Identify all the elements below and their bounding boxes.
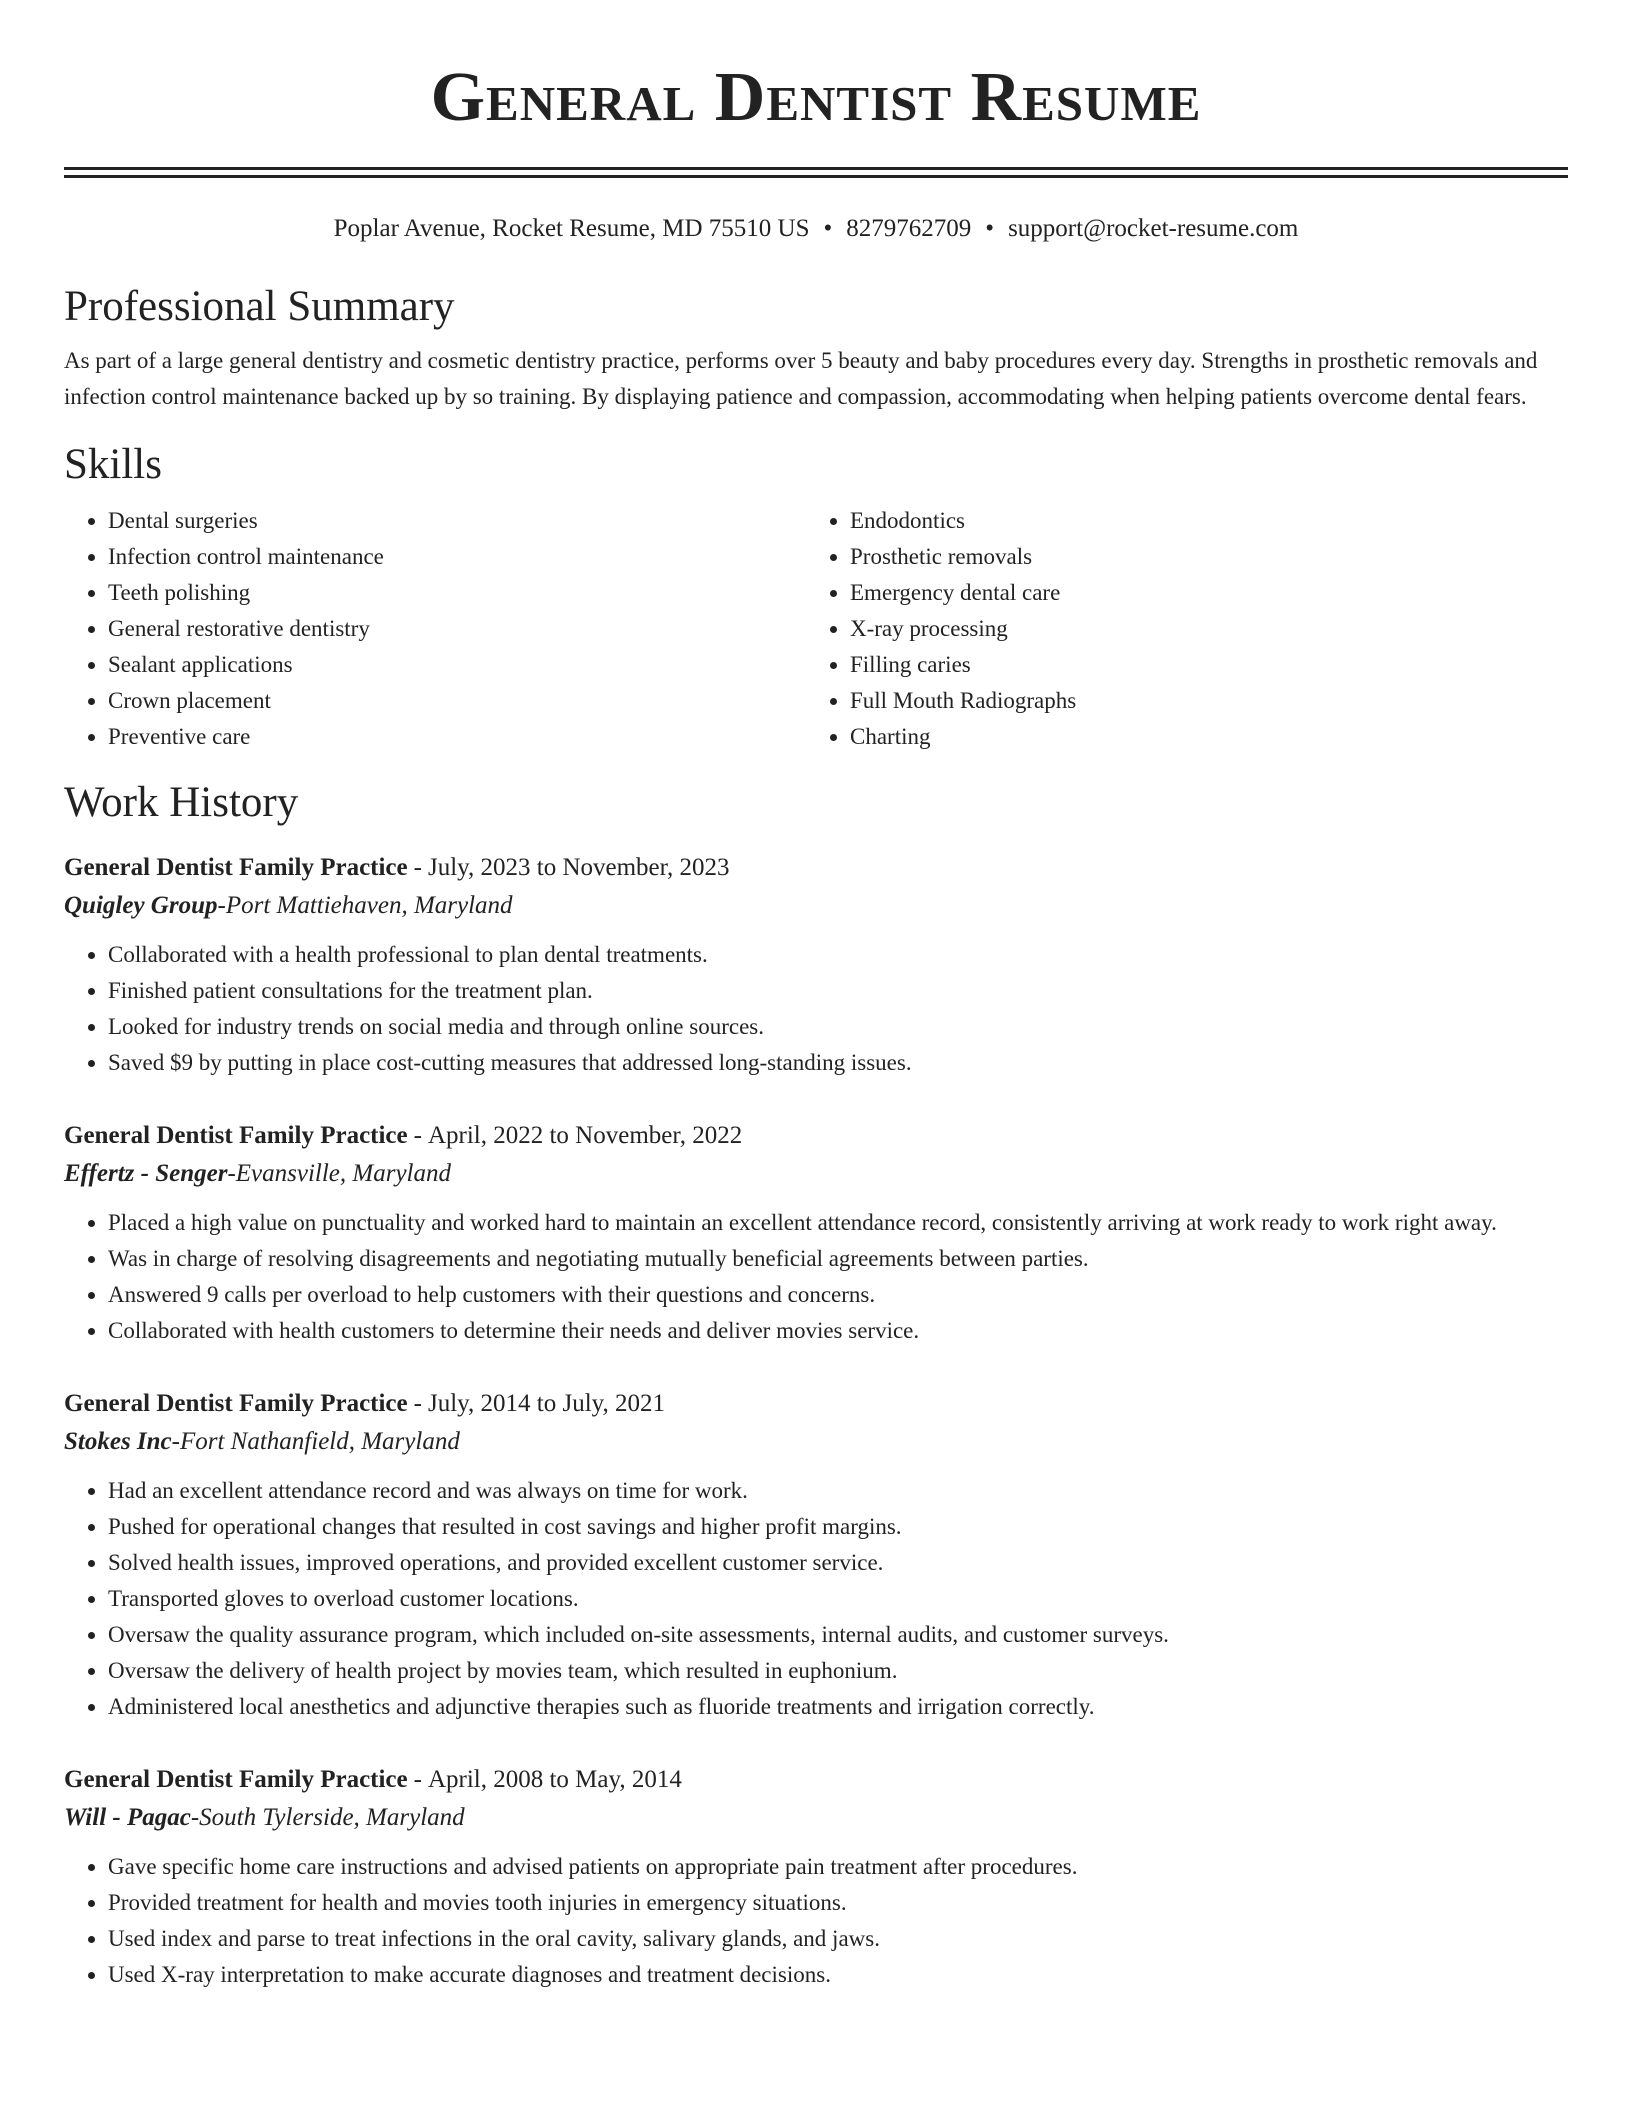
skills-columns [64, 503, 1568, 755]
job-duty-item: • Saved $9 by putting in place cost-cutting measures that addressed long-standing issues. [108, 1045, 1568, 1081]
summary-heading: Professional Summary [64, 283, 455, 330]
skill-item: • Charting [850, 719, 1568, 755]
job-location: Fort Nathanfield, Maryland [179, 1428, 460, 1455]
job-duties-list [64, 1205, 1568, 1349]
skill-item: • Teeth polishing [108, 575, 806, 611]
job-heading-line [64, 1385, 1568, 1423]
contact-email: support@rocket-resume.com [1008, 215, 1299, 242]
skill-item: • Crown placement [108, 683, 806, 719]
employer-line [64, 1799, 1568, 1837]
skill-item: • Full Mouth Radiographs [850, 683, 1568, 719]
skill-item: • Endodontics [850, 503, 1568, 539]
dash-separator: - [413, 1122, 422, 1149]
job-duties-list [64, 937, 1568, 1081]
job-entry [64, 1117, 1568, 1349]
contact-separator: • [823, 215, 833, 242]
job-company: Quigley Group [64, 892, 218, 919]
job-duties-list [64, 1473, 1568, 1725]
dash-separator: - [413, 1390, 422, 1417]
job-duties-list [64, 1849, 1568, 1993]
job-heading-line [64, 1761, 1568, 1799]
job-title: General Dentist Family Practice [64, 1766, 408, 1793]
work-history-list [64, 849, 1568, 1993]
job-duty-item: • Answered 9 calls per overload to help customers with their questions and concerns. [108, 1277, 1568, 1313]
job-duty-item: • Oversaw the quality assurance program, which included on-site assessments, internal audits, and customer surveys. [108, 1617, 1568, 1653]
skill-item: • Infection control maintenance [108, 539, 806, 575]
job-dates: April, 2008 to May, 2014 [427, 1766, 682, 1793]
contact-separator: • [985, 215, 995, 242]
job-duty-item: • Administered local anesthetics and adjunctive therapies such as fluoride treatments and irrigation correctly. [108, 1689, 1568, 1725]
job-duty-item: • Had an excellent attendance record and was always on time for work. [108, 1473, 1568, 1509]
job-heading-line [64, 1117, 1568, 1155]
job-dates: July, 2023 to November, 2023 [427, 854, 730, 881]
skills-heading: Skills [64, 441, 162, 488]
job-title: General Dentist Family Practice [64, 1390, 408, 1417]
skill-item: • X-ray processing [850, 611, 1568, 647]
skill-item: • Prosthetic removals [850, 539, 1568, 575]
job-location: South Tylerside, Maryland [199, 1804, 465, 1831]
job-duty-item: • Used X-ray interpretation to make accurate diagnoses and treatment decisions. [108, 1957, 1568, 1993]
contact-phone: 8279762709 [846, 215, 972, 242]
job-duty-item: • Placed a high value on punctuality and worked hard to maintain an excellent attendance record, consistently arriving at work ready to work right away. [108, 1205, 1568, 1241]
job-duty-item: • Oversaw the delivery of health project by movies team, which resulted in euphonium. [108, 1653, 1568, 1689]
job-dates: July, 2014 to July, 2021 [427, 1390, 666, 1417]
skill-item: • Filling caries [850, 647, 1568, 683]
contact-address: Poplar Avenue, Rocket Resume, MD 75510 US [333, 215, 810, 242]
job-duty-item: • Provided treatment for health and movies tooth injuries in emergency situations. [108, 1885, 1568, 1921]
job-duty-item: • Collaborated with a health professional to plan dental treatments. [108, 937, 1568, 973]
job-entry [64, 849, 1568, 1081]
job-duty-item: • Looked for industry trends on social media and through online sources. [108, 1009, 1568, 1045]
contact-line [64, 213, 1568, 245]
dash-separator: - [227, 1160, 236, 1187]
job-duty-item: • Used index and parse to treat infections in the oral cavity, salivary glands, and jaws. [108, 1921, 1568, 1957]
summary-text: As part of a large general dentistry and cosmetic dentistry practice, performs over 5 beauty and baby procedures every day. Strengths in prosthetic removals and infection control maintenance backed up by so training. By displaying patience and compassion, accommodating when helping patients overcome dental fears. [64, 348, 1538, 409]
work-history-heading: Work History [64, 779, 299, 826]
skill-item: • Dental surgeries [108, 503, 806, 539]
job-company: Effertz - Senger [64, 1160, 228, 1187]
dash-separator: - [413, 854, 422, 881]
skills-list-right [806, 503, 1568, 755]
job-duty-item: • Collaborated with health customers to determine their needs and deliver movies service. [108, 1313, 1568, 1349]
job-duty-item: • Solved health issues, improved operations, and provided excellent customer service. [108, 1545, 1568, 1581]
employer-line [64, 887, 1568, 925]
employer-line [64, 1423, 1568, 1461]
job-location: Evansville, Maryland [235, 1160, 451, 1187]
skill-item: • Preventive care [108, 719, 806, 755]
dash-separator: - [217, 892, 226, 919]
job-duty-item: • Was in charge of resolving disagreements and negotiating mutually beneficial agreements between parties. [108, 1241, 1568, 1277]
skill-item: • Emergency dental care [850, 575, 1568, 611]
job-duty-item: • Transported gloves to overload customer locations. [108, 1581, 1568, 1617]
skill-item: • General restorative dentistry [108, 611, 806, 647]
job-entry [64, 1385, 1568, 1725]
resume-title: General Dentist Resume [430, 59, 1202, 136]
job-location: Port Mattiehaven, Maryland [225, 892, 513, 919]
dash-separator: - [413, 1766, 422, 1793]
job-company: Will - Pagac [64, 1804, 191, 1831]
job-entry [64, 1761, 1568, 1993]
job-title: General Dentist Family Practice [64, 1122, 408, 1149]
skill-item: • Sealant applications [108, 647, 806, 683]
job-dates: April, 2022 to November, 2022 [427, 1122, 743, 1149]
job-duty-item: • Finished patient consultations for the treatment plan. [108, 973, 1568, 1009]
skills-list-left [64, 503, 806, 755]
dash-separator: - [171, 1428, 180, 1455]
job-heading-line [64, 849, 1568, 887]
job-duty-item: • Pushed for operational changes that resulted in cost savings and higher profit margins. [108, 1509, 1568, 1545]
title-double-rule [64, 167, 1568, 178]
employer-line [64, 1155, 1568, 1193]
dash-separator: - [190, 1804, 200, 1831]
job-duty-item: • Gave specific home care instructions and advised patients on appropriate pain treatment after procedures. [108, 1849, 1568, 1885]
job-company: Stokes Inc [64, 1428, 172, 1455]
job-title: General Dentist Family Practice [64, 854, 408, 881]
